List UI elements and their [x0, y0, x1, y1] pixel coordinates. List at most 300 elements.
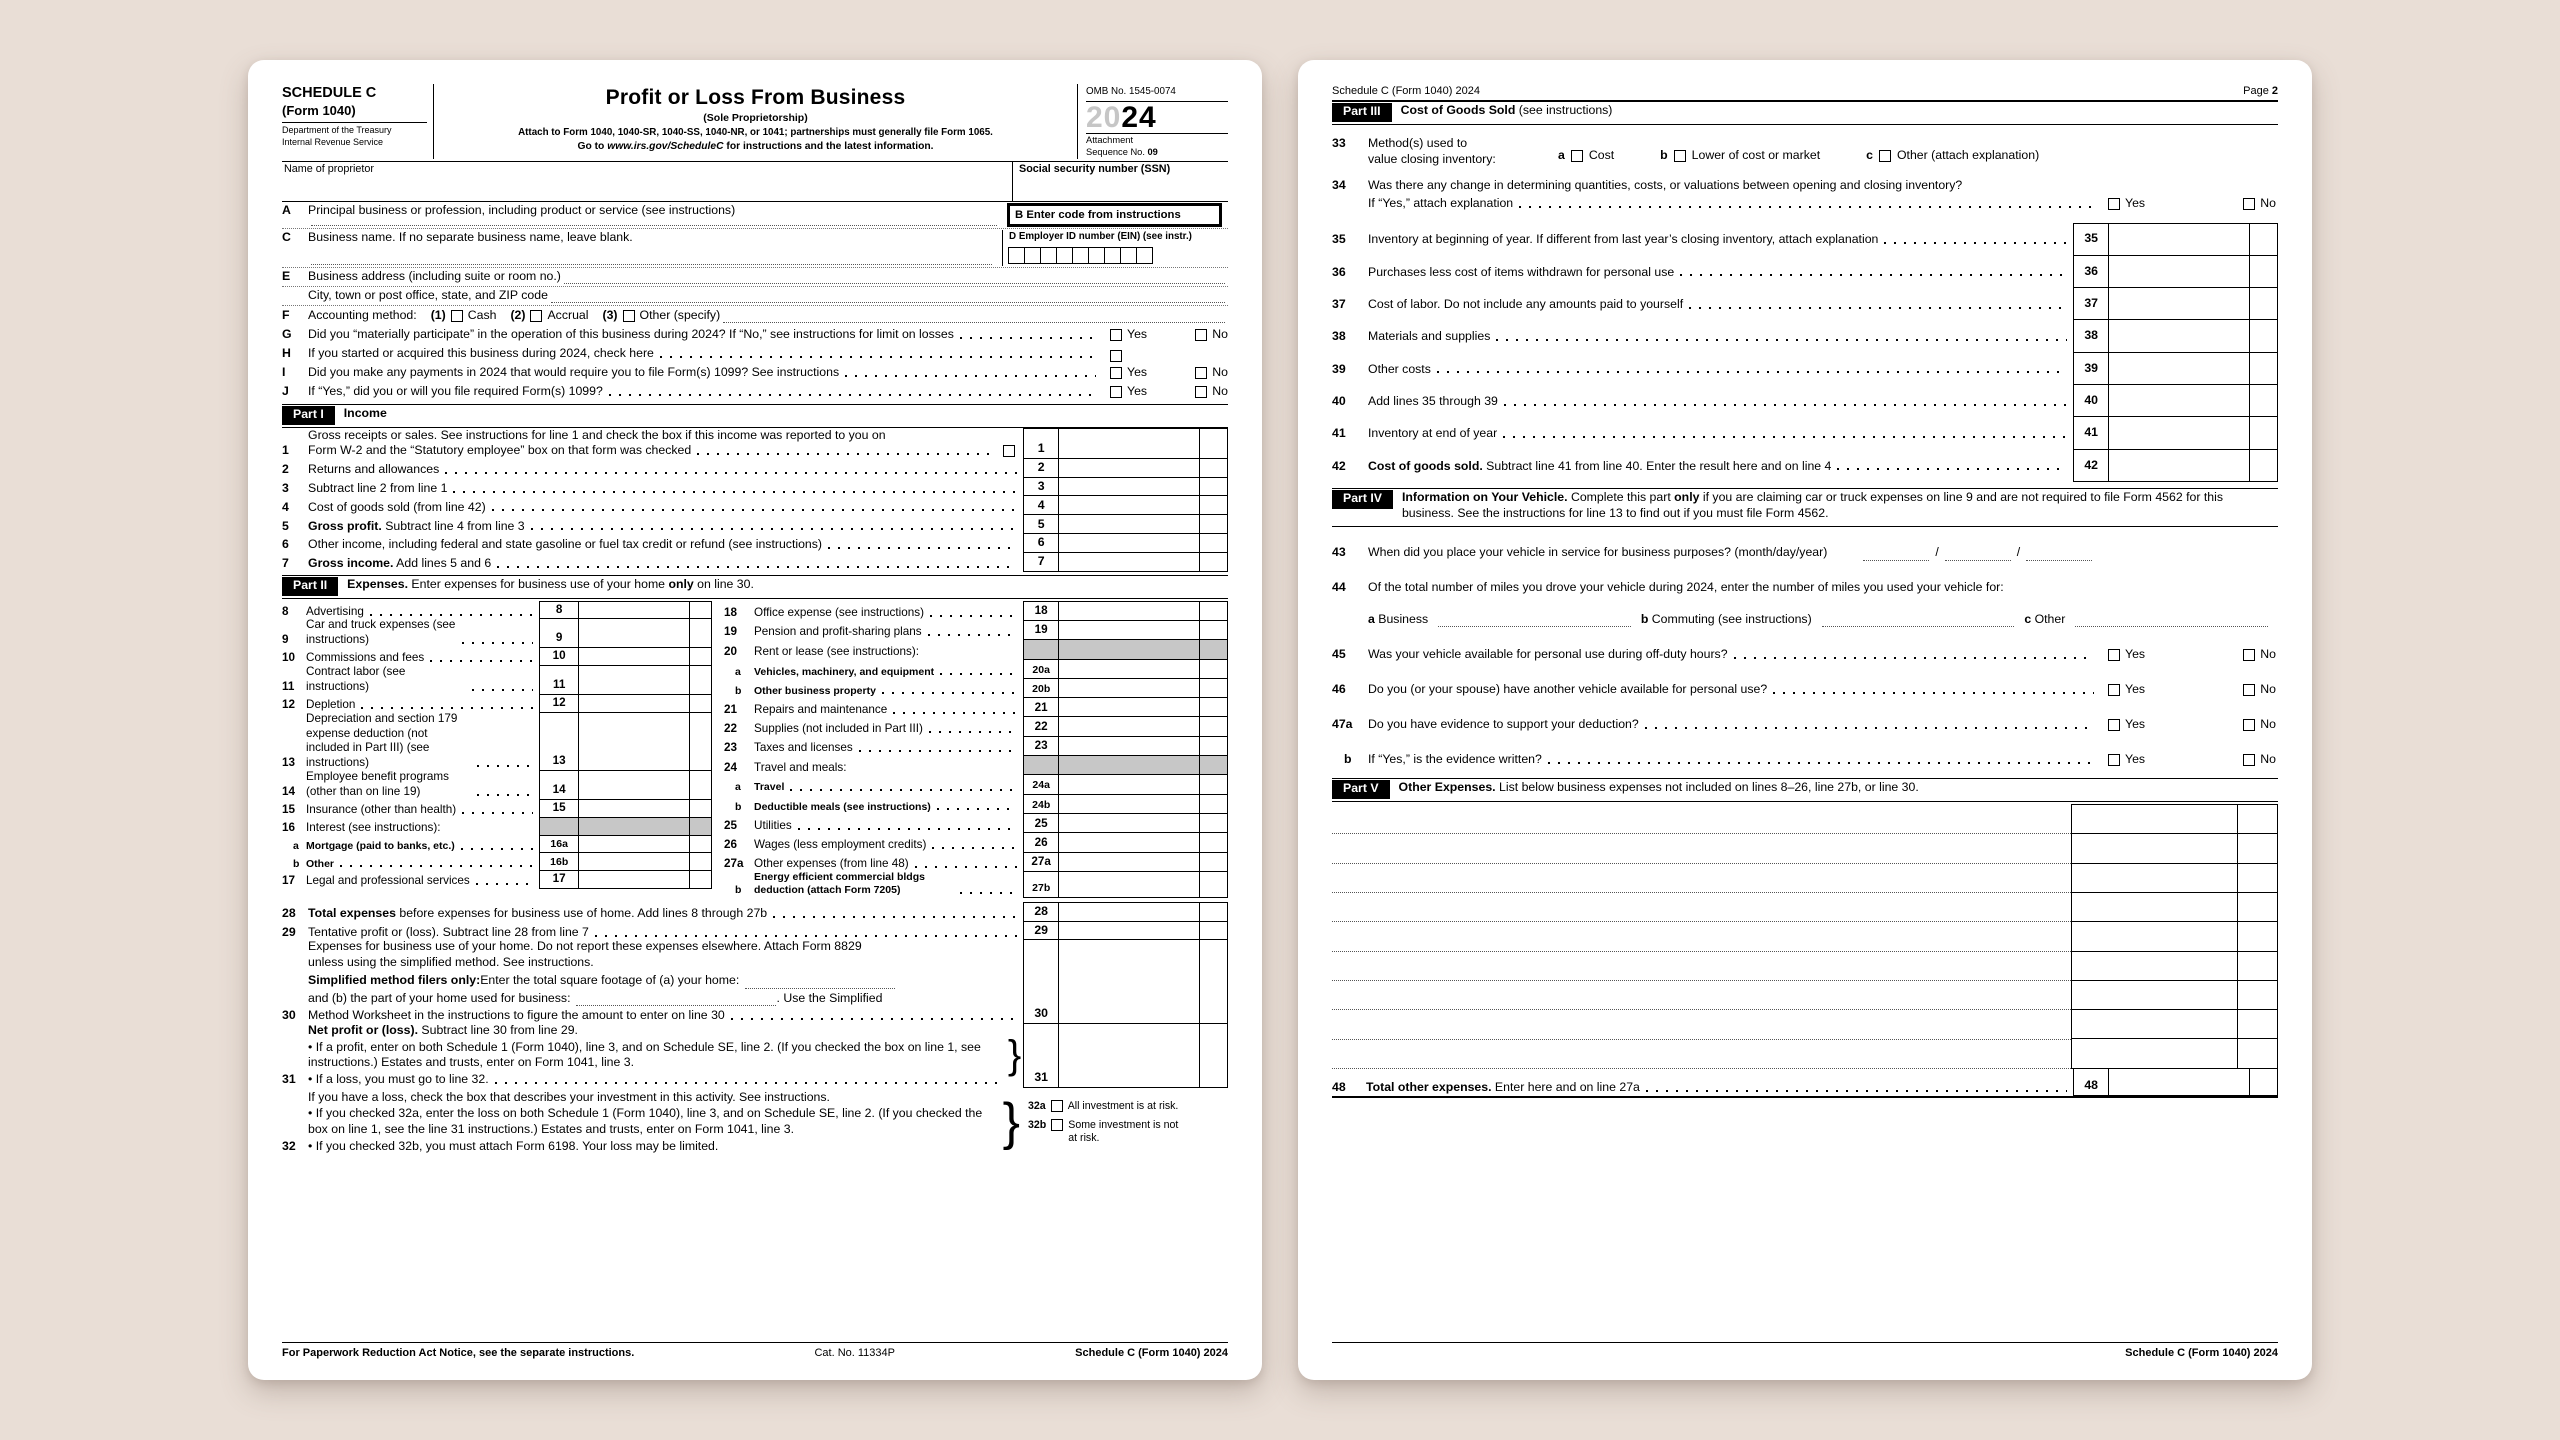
line-ref-box: 35 — [2073, 223, 2109, 257]
income-line-6 — [282, 533, 1228, 553]
dot-leader — [430, 660, 533, 662]
line-label: Other costs — [1368, 361, 1431, 376]
proprietor-name-field[interactable] — [282, 162, 1012, 201]
line-ref-box: 41 — [2073, 416, 2109, 450]
ein-digit-box[interactable] — [1056, 247, 1073, 264]
amount-field-line-26[interactable] — [1058, 832, 1228, 853]
other-miles-field[interactable] — [2075, 615, 2268, 627]
amount-field-line-6[interactable] — [1058, 533, 1228, 553]
checkbox-yes[interactable] — [1110, 329, 1122, 341]
business-sqft-field[interactable] — [576, 994, 776, 1006]
part-1-header — [282, 404, 1228, 428]
business-code-field[interactable] — [1007, 203, 1222, 227]
date-month-field[interactable] — [1863, 549, 1929, 561]
line-letter: a — [735, 665, 741, 678]
line-ref-box: 27b — [1023, 871, 1059, 898]
line-33 — [1332, 135, 2278, 169]
line-label: Utilities — [754, 818, 792, 832]
line-34 — [1332, 177, 2278, 213]
checkbox-accrual[interactable] — [530, 310, 542, 322]
line-number: 40 — [1332, 393, 1346, 408]
dot-leader — [497, 566, 1017, 568]
expense-line-27b — [724, 871, 1228, 898]
line-43 — [1332, 540, 2278, 562]
dot-leader — [495, 1082, 1000, 1084]
checkbox-yes[interactable] — [1110, 386, 1122, 398]
form-id-header: Schedule C (Form 1040) 2024 — [1332, 85, 1480, 97]
income-section — [282, 428, 1228, 572]
payments-1099-question: Did you make any payments in 2024 that would require you to file Form(s) 1099? See instructions — [308, 365, 840, 380]
checkbox-no[interactable] — [1195, 367, 1207, 379]
ein-digit-box[interactable] — [1072, 247, 1089, 264]
dot-leader — [476, 883, 533, 885]
cents-divider — [2237, 922, 2277, 951]
line-47b — [1332, 747, 2278, 769]
amount-field-line-19[interactable] — [1058, 620, 1228, 641]
line-number: 8 — [282, 604, 289, 618]
line-ref-box: 36 — [2073, 255, 2109, 289]
part-5-header — [1332, 778, 2278, 802]
checkbox-no[interactable] — [2243, 719, 2255, 731]
checkbox-lower-cost-market[interactable] — [1674, 150, 1686, 162]
date-slash: / — [1935, 545, 1939, 560]
line-ref-box: 42 — [2073, 449, 2109, 483]
line-g-row — [282, 325, 1228, 344]
commuting-miles-label: Commuting (see instructions) — [1651, 612, 1812, 627]
line-label: Subtract line 2 from line 1 — [308, 480, 448, 495]
cents-divider — [689, 871, 711, 888]
dot-leader — [940, 673, 1017, 675]
date-year-field[interactable] — [2026, 549, 2092, 561]
expense-line-11 — [282, 665, 712, 695]
amount-field-line-20a[interactable] — [1058, 659, 1228, 680]
dot-leader — [773, 916, 1017, 918]
ein-digit-box[interactable] — [1104, 247, 1121, 264]
line-34-question: Was there any change in determining quantities, costs, or valuations between opening and closing inventory? — [1368, 177, 1963, 192]
line-label: Energy efficient commercial bldgs deduction (attach Form 7205) — [754, 870, 925, 897]
brace: } — [1002, 1093, 1020, 1152]
checkbox-yes[interactable] — [2108, 754, 2120, 766]
line-label: Insurance (other than health) — [306, 803, 457, 817]
line-36 — [1332, 255, 2278, 289]
part-1-title: Income — [343, 405, 387, 420]
amount-field-line-38[interactable] — [2108, 319, 2278, 353]
some-not-at-risk-label: Some investment is not at risk. — [1068, 1119, 1179, 1145]
amount-field-line-17[interactable] — [578, 870, 712, 889]
ein-digit-box[interactable] — [1136, 247, 1153, 264]
cents-divider — [1199, 872, 1227, 897]
expense-description-field[interactable] — [1332, 804, 2071, 835]
cents-divider — [2237, 805, 2277, 834]
part-3-title: Cost of Goods Sold (see instructions) — [1400, 103, 1613, 118]
amount-field-line-11[interactable] — [578, 665, 712, 695]
shaded-cell — [578, 817, 712, 836]
checkbox-no[interactable] — [2243, 684, 2255, 696]
ein-digit-box[interactable] — [1120, 247, 1137, 264]
amount-field-line-42[interactable] — [2108, 449, 2278, 483]
cents-divider — [1199, 429, 1227, 458]
amount-field-line-28[interactable] — [1058, 902, 1228, 922]
lower-cost-market-label: Lower of cost or market — [1691, 147, 1821, 162]
date-day-field[interactable] — [1945, 549, 2011, 561]
amount-field-line-39[interactable] — [2108, 352, 2278, 386]
line-30-para-5: . Use the Simplified — [776, 990, 883, 1005]
ssn-label: Social security number (SSN) — [1019, 162, 1171, 175]
expense-amount-field[interactable] — [2071, 980, 2278, 1011]
expense-amount-field[interactable] — [2071, 833, 2278, 864]
letter-b: b — [1640, 612, 1649, 627]
part-5-badge: Part V — [1332, 780, 1390, 799]
amount-field-line-13[interactable] — [578, 712, 712, 772]
expense-description-field[interactable] — [1332, 1038, 2071, 1069]
checkbox-no[interactable] — [1195, 329, 1207, 341]
line-number: 14 — [282, 785, 296, 799]
other-expense-row — [1332, 833, 2278, 864]
checkbox-no[interactable] — [1195, 386, 1207, 398]
dot-leader — [595, 935, 1017, 937]
expense-line-18 — [724, 601, 1228, 622]
line-ref-box: 1 — [1023, 428, 1059, 459]
line-ref-box: 26 — [1023, 832, 1059, 853]
expense-description-field[interactable] — [1332, 892, 2071, 923]
line-ref-box: 3 — [1023, 477, 1059, 497]
vehicle-service-date-label: When did you place your vehicle in service for business purposes? (month/day/year) — [1368, 545, 1828, 560]
dot-leader — [731, 1018, 1017, 1020]
amount-field-line-35[interactable] — [2108, 223, 2278, 257]
line-ref-box: 13 — [539, 712, 579, 772]
other-method-label: Other (specify) — [639, 308, 721, 323]
income-line-3 — [282, 477, 1228, 497]
line-number: 6 — [282, 537, 289, 552]
business-name-field[interactable] — [311, 246, 992, 265]
cents-divider — [1199, 640, 1227, 659]
part-2-header — [282, 575, 1228, 599]
amount-field-line-4[interactable] — [1058, 495, 1228, 515]
amount-field-line-5[interactable] — [1058, 514, 1228, 534]
dot-leader — [798, 828, 1018, 830]
ein-boxes[interactable] — [1009, 247, 1228, 264]
amount-field-line-25[interactable] — [1058, 813, 1228, 834]
dot-leader — [1680, 274, 2067, 276]
amount-field-line-12[interactable] — [578, 694, 712, 713]
line-letter: b — [735, 684, 742, 697]
amount-field-line-27b[interactable] — [1058, 871, 1228, 898]
checkbox-cost[interactable] — [1571, 150, 1583, 162]
line-ref-box: 11 — [539, 665, 579, 695]
line-ref-box: 29 — [1023, 921, 1059, 941]
line-ref-box: 23 — [1023, 736, 1059, 757]
expense-line-24-header — [724, 755, 1228, 776]
omb-block — [1078, 84, 1228, 159]
expenses-columns — [282, 601, 1228, 898]
line-label: Car and truck expenses (see instructions) — [306, 618, 456, 647]
line-label: Rent or lease (see instructions): — [754, 644, 919, 658]
checkbox-no[interactable] — [2243, 649, 2255, 661]
cents-divider — [2237, 834, 2277, 863]
line-32-bullet-1: • If you checked 32a, enter the loss on both Schedule 1 (Form 1040), line 3, and on Schedule SE, line 2. (If you checked the box on line 1, see the line 31 instructions.) Estates and trusts, enter on Form 1041, line 3. — [308, 1106, 983, 1137]
line-label: Gross profit. Subtract line 4 from line 3 — [308, 518, 525, 533]
amount-field-line-2[interactable] — [1058, 458, 1228, 478]
cents-divider — [1199, 459, 1227, 477]
dot-leader — [1689, 307, 2067, 309]
line-37 — [1332, 287, 2278, 321]
principal-business-field[interactable] — [311, 219, 997, 227]
line-label: Tentative profit or (loss). Subtract line 28 from line 7 — [308, 924, 589, 939]
dot-leader — [929, 731, 1017, 733]
accounting-option-cash — [431, 308, 497, 324]
expense-line-26 — [724, 832, 1228, 853]
checkbox-yes[interactable] — [1110, 367, 1122, 379]
amount-field-line-31[interactable] — [1058, 1023, 1228, 1088]
no-label: No — [1212, 327, 1228, 342]
ein-digit-box[interactable] — [1040, 247, 1057, 264]
option-other-method: c Other (attach explanation) — [1866, 147, 2040, 162]
line-label: Materials and supplies — [1368, 329, 1491, 344]
other-expense-row — [1332, 863, 2278, 894]
expense-line-10 — [282, 647, 712, 666]
other-expense-row — [1332, 980, 2278, 1011]
business-miles-field[interactable] — [1438, 615, 1631, 627]
line-label: Gross income. Add lines 5 and 6 — [308, 556, 492, 571]
amount-field-line-48[interactable] — [2108, 1068, 2278, 1096]
ssn-field[interactable] — [1012, 162, 1228, 201]
form-id-block — [282, 84, 434, 159]
expense-line-16a — [282, 835, 712, 854]
dot-leader — [1504, 404, 2067, 406]
expense-amount-field[interactable] — [2071, 804, 2278, 835]
expense-description-field[interactable] — [1332, 951, 2071, 982]
irs-label: Internal Revenue Service — [282, 136, 384, 147]
line-31-text — [308, 1023, 1006, 1088]
expense-amount-field[interactable] — [2071, 921, 2278, 952]
line-number: 19 — [724, 625, 738, 639]
line-number: 22 — [724, 722, 738, 736]
expense-line-24b — [724, 794, 1228, 815]
amount-field-line-20b[interactable] — [1058, 678, 1228, 699]
cents-divider — [689, 771, 711, 799]
line-label: Pension and profit-sharing plans — [754, 625, 922, 639]
other-method-field[interactable] — [723, 310, 1225, 323]
line-31 — [282, 1023, 1228, 1088]
line-number: 9 — [282, 633, 289, 647]
line-label: Other business property — [754, 684, 876, 697]
line-number: 30 — [282, 1008, 296, 1023]
proprietor-name-label: Name of proprietor — [284, 162, 375, 175]
expense-description-field[interactable] — [1332, 980, 2071, 1011]
amount-field-line-14[interactable] — [578, 770, 712, 800]
amount-field-line-1[interactable] — [1058, 428, 1228, 459]
checkbox-other-inventory[interactable] — [1879, 150, 1891, 162]
line-letter: A — [282, 202, 291, 217]
amount-field-line-15[interactable] — [578, 799, 712, 818]
line-number: 10 — [282, 651, 296, 665]
line-label: Inventory at end of year — [1368, 426, 1498, 441]
cents-divider — [1199, 853, 1227, 872]
cents-divider — [689, 648, 711, 665]
paperwork-notice: For Paperwork Reduction Act Notice, see the separate instructions. — [282, 1346, 635, 1359]
amount-field-line-30[interactable] — [1058, 939, 1228, 1024]
checkbox-yes[interactable] — [2108, 649, 2120, 661]
line-label: Inventory at beginning of year. If different from last year’s closing inventory, attach explanation — [1368, 232, 1879, 247]
line-number: 25 — [724, 818, 738, 832]
line-46 — [1332, 677, 2278, 699]
cents-divider — [1199, 553, 1227, 571]
checkbox-check-here[interactable] — [1110, 350, 1122, 362]
line-label: Depletion — [306, 697, 356, 711]
line-ref-box: 4 — [1023, 495, 1059, 515]
checkbox-statutory-employee[interactable] — [1003, 445, 1015, 457]
form-footer-id: Schedule C (Form 1040) 2024 — [1075, 1346, 1228, 1359]
expense-line-9 — [282, 618, 712, 648]
checkbox-yes[interactable] — [2108, 198, 2120, 210]
amount-field-line-24b[interactable] — [1058, 794, 1228, 815]
amount-field-line-40[interactable] — [2108, 384, 2278, 418]
cents-divider — [1199, 814, 1227, 833]
expense-description-field[interactable] — [1332, 863, 2071, 894]
totals-section — [282, 902, 1228, 1155]
expense-amount-field[interactable] — [2071, 1009, 2278, 1040]
checkbox-some-not-at-risk[interactable] — [1051, 1119, 1063, 1131]
dot-leader — [852, 770, 1017, 772]
line-label: Purchases less cost of items withdrawn for personal use — [1368, 264, 1675, 279]
simplified-method-lead: Simplified method filers only: — [308, 972, 481, 987]
income-line-4 — [282, 495, 1228, 515]
line-31-head: Net profit or (loss). Subtract line 30 from line 29. — [308, 1022, 578, 1037]
sequence-number: 09 — [1147, 146, 1158, 157]
amount-field-line-37[interactable] — [2108, 287, 2278, 321]
amount-field-line-29[interactable] — [1058, 921, 1228, 941]
no-label: No — [2260, 717, 2276, 732]
yes-label: Yes — [2125, 647, 2146, 662]
expenses-left-column — [282, 601, 712, 898]
amount-field-line-36[interactable] — [2108, 255, 2278, 289]
dot-leader — [845, 375, 1096, 377]
line-ref-box: 37 — [2073, 287, 2109, 321]
no-label: No — [2260, 752, 2276, 767]
line-j-row — [282, 382, 1228, 401]
line-ref-box: 24b — [1023, 794, 1059, 815]
line-ref-box: 31 — [1023, 1023, 1059, 1088]
cents-divider — [2249, 385, 2277, 417]
all-at-risk-label: All investment is at risk. — [1067, 1099, 1179, 1112]
accounting-option-accrual — [510, 308, 588, 324]
line-a-label: Principal business or profession, including product or service (see instructions) — [308, 202, 736, 217]
dot-leader — [697, 453, 997, 455]
line-ref-box: 8 — [539, 601, 579, 620]
line-ref-box: 38 — [2073, 319, 2109, 353]
dot-leader — [960, 337, 1096, 339]
expense-description-field[interactable] — [1332, 1009, 2071, 1040]
line-number: 47a — [1332, 717, 1353, 732]
schedule-c-page-2 — [1298, 60, 2312, 1380]
amount-field-line-24a[interactable] — [1058, 774, 1228, 795]
cents-divider — [689, 836, 711, 853]
amount-field-line-18[interactable] — [1058, 601, 1228, 622]
cents-divider — [689, 695, 711, 712]
city-state-zip-field[interactable] — [551, 290, 1225, 303]
income-line-1 — [282, 428, 1228, 459]
amount-field-line-16a[interactable] — [578, 835, 712, 854]
other-inventory-label: Other (attach explanation) — [1896, 147, 2040, 162]
line-ref-box: 18 — [1023, 601, 1059, 622]
line-label: Cost of goods sold. Subtract line 41 from line 40. Enter the result here and on line 4 — [1368, 458, 1832, 473]
part-3-header — [1332, 102, 2278, 125]
ein-digit-box[interactable] — [1008, 247, 1025, 264]
amount-field-line-21[interactable] — [1058, 697, 1228, 718]
line-label: Total other expenses. Enter here and on line 27a — [1366, 1080, 1640, 1095]
checkbox-yes[interactable] — [2108, 719, 2120, 731]
amount-field-line-3[interactable] — [1058, 477, 1228, 497]
expense-amount-field[interactable] — [2071, 1038, 2278, 1069]
ein-digit-box[interactable] — [1088, 247, 1105, 264]
dot-leader — [361, 707, 533, 709]
dot-leader — [1437, 371, 2067, 373]
letter-a: a — [1368, 612, 1375, 627]
cents-divider — [689, 818, 711, 835]
no-label: No — [1212, 365, 1228, 380]
amount-field-line-41[interactable] — [2108, 416, 2278, 450]
line-label: If “Yes,” is the evidence written? — [1368, 752, 1542, 767]
amount-field-line-27a[interactable] — [1058, 852, 1228, 873]
checkbox-no[interactable] — [2243, 198, 2255, 210]
part-2-badge: Part II — [282, 577, 338, 596]
other-expense-row — [1332, 892, 2278, 923]
checkbox-no[interactable] — [2243, 754, 2255, 766]
expense-amount-field[interactable] — [2071, 892, 2278, 923]
amount-field-line-23[interactable] — [1058, 736, 1228, 757]
amount-field-line-9[interactable] — [578, 618, 712, 648]
expense-description-field[interactable] — [1332, 921, 2071, 952]
line-number: 41 — [1332, 426, 1346, 441]
yes-label: Yes — [2125, 682, 2146, 697]
expense-amount-field[interactable] — [2071, 951, 2278, 982]
expense-amount-field[interactable] — [2071, 863, 2278, 894]
checkbox-cash[interactable] — [451, 310, 463, 322]
amount-field-line-22[interactable] — [1058, 716, 1228, 737]
amount-field-line-8[interactable] — [578, 601, 712, 620]
commuting-miles-field[interactable] — [1822, 615, 2015, 627]
other-expense-row — [1332, 1009, 2278, 1040]
cents-divider — [689, 713, 711, 771]
yes-no-group — [2108, 647, 2278, 663]
checkbox-other-method[interactable] — [623, 310, 635, 322]
line-number: 46 — [1332, 682, 1346, 697]
line-label: Cost of labor. Do not include any amounts paid to yourself — [1368, 296, 1684, 311]
dot-leader — [915, 866, 1018, 868]
line-letter: E — [282, 269, 291, 284]
checkbox-yes[interactable] — [2108, 684, 2120, 696]
expense-description-field[interactable] — [1332, 833, 2071, 864]
business-address-field[interactable] — [564, 271, 1225, 284]
line-number: 16 — [282, 820, 296, 834]
cents-divider — [689, 800, 711, 817]
home-sqft-field[interactable] — [745, 977, 895, 989]
dot-leader — [1503, 436, 2067, 438]
cents-divider — [2249, 224, 2277, 256]
amount-field-line-16b[interactable] — [578, 852, 712, 871]
amount-field-line-7[interactable] — [1058, 552, 1228, 572]
expenses-right-column — [724, 601, 1228, 898]
checkbox-all-at-risk[interactable] — [1051, 1100, 1063, 1112]
amount-field-line-10[interactable] — [578, 647, 712, 666]
shaded-cell — [1058, 639, 1228, 660]
line-ref-box: 16a — [539, 835, 579, 854]
line-ref-box: 5 — [1023, 514, 1059, 534]
form-number-label: (Form 1040) — [282, 102, 356, 118]
ein-digit-box[interactable] — [1024, 247, 1041, 264]
cents-divider — [2237, 1010, 2277, 1039]
expense-line-25 — [724, 813, 1228, 834]
